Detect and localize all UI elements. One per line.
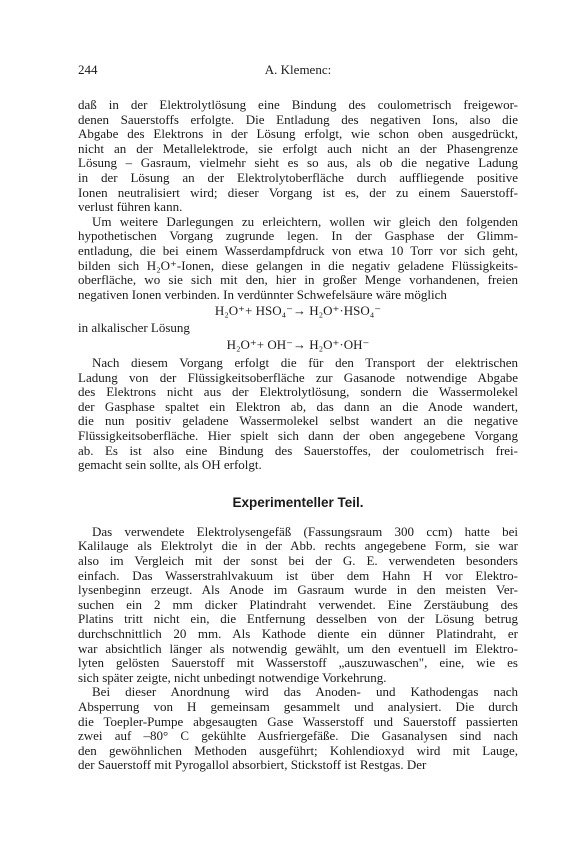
page-number: 244 bbox=[78, 62, 98, 77]
text-line: also im Vergleich mit der sonst bei der G. E. verwendeten besonders bbox=[78, 553, 518, 569]
text-line: der Gasphase spaltet ein Elektron ab, das dann an die Anode wandert, bbox=[78, 398, 518, 414]
text-line: Das verwendete Elektrolysengefäß (Fassungsraum 300 ccm) hatte bei bbox=[92, 523, 518, 539]
text-line: verlust führen kann. bbox=[78, 199, 183, 215]
text-line: suchen ein 2 mm dicker Platindraht verwendet. Eine Zerstäubung des bbox=[78, 596, 518, 612]
text-line: die Toepler-Pumpe abgesaugten Gase Wasserstoff und Sauerstoff passierten bbox=[78, 713, 518, 729]
text-line: lysenbeginn erzeugt. Als Anode im Gasraum wurde in den meisten Ver- bbox=[78, 582, 518, 598]
text-line: daß in der Elektrolytlösung eine Bindung des coulometrisch freigewor- bbox=[78, 97, 518, 112]
text-line: bilden sich H₂O⁺-Ionen, diese gelangen in die negativ geladene Flüssigkeits- bbox=[78, 257, 518, 273]
text-line: Platins tritt nicht ein, die Entfernung desselben von der Lösung betrug bbox=[78, 611, 518, 627]
chemical-equation: H₂O⁺+ HSO₄⁻→ H₂O⁺·HSO₄⁻ bbox=[214, 303, 382, 319]
paragraph bbox=[78, 525, 518, 686]
paragraph bbox=[78, 215, 518, 303]
section-heading: Experimenteller Teil. bbox=[232, 494, 364, 510]
text-line: Kalilauge als Elektrolyt die in der Abb. rechts angegebene Form, sie war bbox=[78, 538, 518, 554]
paragraph bbox=[78, 98, 518, 215]
text-line: lyten gelösten Sauerstoff mit Wasserstoff „auszuwaschen", eine, wie es bbox=[78, 655, 518, 671]
text-line: des Elektrons nicht aus der Elektrolytlösung, sondern die Wassermolekel bbox=[78, 384, 518, 400]
text-line: ab. Es ist also eine Bindung des Sauerstoffes, der coulometrisch frei- bbox=[78, 442, 518, 458]
text-line: in der Lösung an der Elektrolytoberfläche durch auffliegende positive bbox=[78, 169, 518, 185]
text-line: den gewöhnlichen Methoden ausgeführt; Kohlendioxyd wird mit Lauge, bbox=[78, 742, 518, 758]
text-line: Lösung – Gasraum, vielmehr sieht es so aus, als ob die negative Ladung bbox=[78, 155, 518, 171]
text-line: war absichtlich länger als notwendig gewählt, um den eventuell im Elektro- bbox=[78, 640, 518, 656]
text-line: Abgabe des Elektrons in der Lösung erfolgt, wie schon oben ausgedrückt, bbox=[78, 126, 518, 142]
paragraph bbox=[78, 685, 518, 773]
text-line: negativen Ionen verbinden. In verdünnter Schwefelsäure wäre möglich bbox=[78, 286, 447, 302]
text-line: Nach diesem Vorgang erfolgt die für den Transport der elektrischen bbox=[92, 355, 518, 371]
text-line: in alkalischer Lösung bbox=[78, 319, 190, 335]
text-line: zwei auf –80° C gekühlte Ausfriergefäße. Die Gasanalysen sind nach bbox=[78, 728, 518, 744]
running-head-author: A. Klemenc: bbox=[264, 62, 332, 77]
text-line: der Sauerstoff mit Pyrogallol absorbiert, Stickstoff ist Restgas. Der bbox=[78, 757, 427, 773]
chemical-equation: H₂O⁺+ OH⁻→ H₂O⁺·OH⁻ bbox=[226, 336, 370, 352]
text-line: Absperrung von H gemeinsam gesammelt und analysiert. Die durch bbox=[78, 698, 518, 714]
running-header bbox=[78, 62, 518, 78]
text-line: durchschnittlich 20 mm. Als Kathode diente ein dünner Platindraht, er bbox=[78, 626, 518, 641]
text-line: Bei dieser Anordnung wird das Anoden- und Kathodengas nach bbox=[92, 684, 518, 700]
text-line: Um weitere Darlegungen zu erleichtern, wollen wir gleich den folgenden bbox=[92, 213, 518, 229]
text-line: gemacht sein sollte, als OH erfolgt. bbox=[78, 457, 262, 473]
text-line: entladung, die bei einem Wasserdampfdruck von etwa 10 Torr vor sich geht, bbox=[78, 242, 518, 258]
text-line: oberfläche, wo sie sich mit den, hier in großer Menge vorhandenen, freien bbox=[78, 272, 518, 288]
text-line: die nun positiv geladene Wassermolekel selbst wandert an die negative bbox=[78, 413, 518, 429]
text-line: einfach. Das Wasserstrahlvakuum ist über dem Hahn H vor Elektro- bbox=[78, 567, 518, 583]
body-text bbox=[78, 98, 518, 773]
text-line: Flüssigkeitsoberfläche. Hier spielt sich dann der oben angegebene Vorgang bbox=[78, 428, 518, 444]
text-line: sich später zeigte, nicht unbedingt notwendige Vorkehrung. bbox=[78, 669, 387, 685]
text-line: denen Sauerstoffs erfolgte. Die Entladung des negativen Ions, also die bbox=[78, 111, 518, 127]
paragraph bbox=[78, 356, 518, 473]
text-line: hypothetischen Vorgang zugrunde legen. In der Gasphase der Glimm- bbox=[78, 228, 518, 244]
text-line: nicht an der Metallelektrode, sie erfolgt auch nicht an der Phasengrenze bbox=[78, 140, 518, 156]
text-line: Ionen neutralisiert wird; dieser Vorgang ist es, der zu einem Sauerstoff- bbox=[78, 184, 518, 200]
text-line: Ladung von der Flüssigkeitsoberfläche zur Gasanode notwendige Abgabe bbox=[78, 369, 518, 385]
